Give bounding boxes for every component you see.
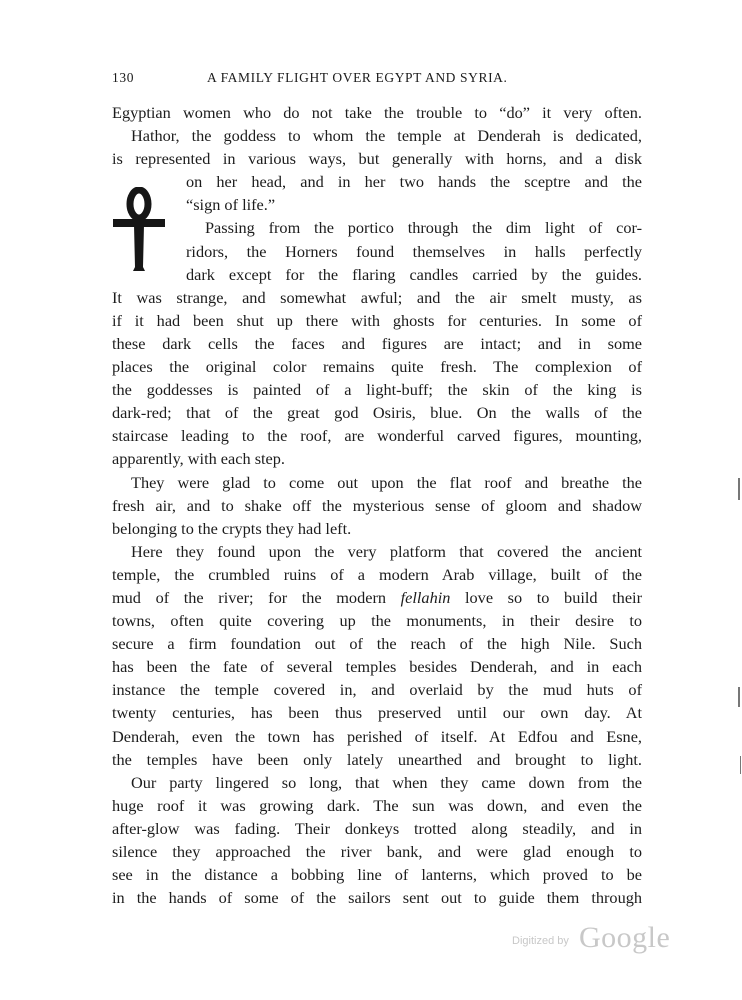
text-line: apparently, with each step. bbox=[112, 449, 285, 469]
text-line: staircase leading to the roof, are wonderful carved figures, mounting, bbox=[112, 426, 642, 446]
body-text bbox=[112, 101, 642, 909]
text-line: Here they found upon the very platform that covered the ancient bbox=[131, 541, 642, 561]
text-line: “sign of life.” bbox=[186, 195, 276, 215]
page-number: 130 bbox=[112, 70, 135, 85]
text-line: the goddesses is painted of a light-buff; the skin of the king is bbox=[112, 380, 642, 400]
text-line: secure a firm foundation out of the reach of the high Nile. Such bbox=[112, 634, 642, 654]
running-title: A FAMILY FLIGHT OVER EGYPT AND SYRIA. bbox=[207, 70, 508, 85]
text-line: Hathor, the goddess to whom the temple at Denderah is dedicated, bbox=[131, 126, 642, 146]
text-line: the temples have been only lately unearthed and brought to light. bbox=[112, 749, 642, 769]
text-line: instance the temple covered in, and overlaid by the mud huts of bbox=[112, 680, 642, 700]
text-line: It was strange, and somewhat awful; and the air smelt musty, as bbox=[112, 287, 642, 307]
text-line: Egyptian women who do not take the trouble to “do” it very often. bbox=[112, 103, 642, 122]
text-line: huge roof it was growing dark. The sun was down, and even the bbox=[112, 795, 642, 815]
text-line: dark-red; that of the great god Osiris, blue. On the walls of the bbox=[112, 403, 642, 423]
text-line: see in the distance a bobbing line of lanterns, which proved to be bbox=[112, 865, 642, 885]
text-line: if it had been shut up there with ghosts for centuries. In some of bbox=[112, 310, 642, 330]
text-line: after-glow was fading. Their donkeys trotted along steadily, and in bbox=[112, 818, 642, 838]
text-line: on her head, and in her two hands the sceptre and the bbox=[186, 172, 642, 192]
text-line: silence they approached the river bank, and were glad enough to bbox=[112, 842, 642, 861]
text-segment: love so to build their bbox=[465, 587, 642, 607]
text-line: is represented in various ways, but generally with horns, and a disk bbox=[112, 149, 642, 169]
scan-margin-mark bbox=[738, 478, 740, 500]
watermark-small-text: Digitized by bbox=[512, 935, 569, 947]
text-line: dark except for the flaring candles carried by the guides. bbox=[186, 264, 642, 284]
text-line: towns, often quite covering up the monuments, in their desire to bbox=[112, 611, 642, 631]
text-line: twenty centuries, has been thus preserved until our own day. At bbox=[112, 703, 642, 723]
text-line: has been the fate of several temples besides Denderah, and in each bbox=[112, 657, 642, 677]
text-line: these dark cells the faces and figures are intact; and in some bbox=[112, 333, 642, 353]
text-line: ridors, the Horners found themselves in halls perfectly bbox=[186, 241, 642, 261]
scan-margin-mark bbox=[740, 756, 741, 774]
text-line: in the hands of some of the sailors sent out to guide them through bbox=[112, 888, 642, 908]
text-line: fresh air, and to shake off the mysterious sense of gloom and shadow bbox=[112, 495, 642, 515]
text-line: places the original color remains quite fresh. The complexion of bbox=[112, 357, 642, 377]
text-line: They were glad to come out upon the flat roof and breathe the bbox=[131, 472, 642, 492]
italic-word: fellahin bbox=[400, 587, 451, 607]
text-segment: mud of the river; for the modern bbox=[112, 587, 387, 607]
google-logo: Google bbox=[579, 921, 671, 954]
scan-margin-mark bbox=[738, 687, 740, 707]
google-watermark bbox=[512, 921, 672, 955]
text-line: temple, the crumbled ruins of a modern Arab village, built of the bbox=[112, 564, 642, 584]
text-line bbox=[112, 586, 642, 609]
text-line: belonging to the crypts they had left. bbox=[112, 518, 352, 538]
running-header bbox=[112, 70, 642, 92]
text-line: Denderah, even the town has perished of itself. At Edfou and Esne, bbox=[112, 726, 642, 746]
text-line: Passing from the portico through the dim light of cor- bbox=[205, 218, 642, 238]
text-line: Our party lingered so long, that when they came down from the bbox=[131, 772, 642, 792]
